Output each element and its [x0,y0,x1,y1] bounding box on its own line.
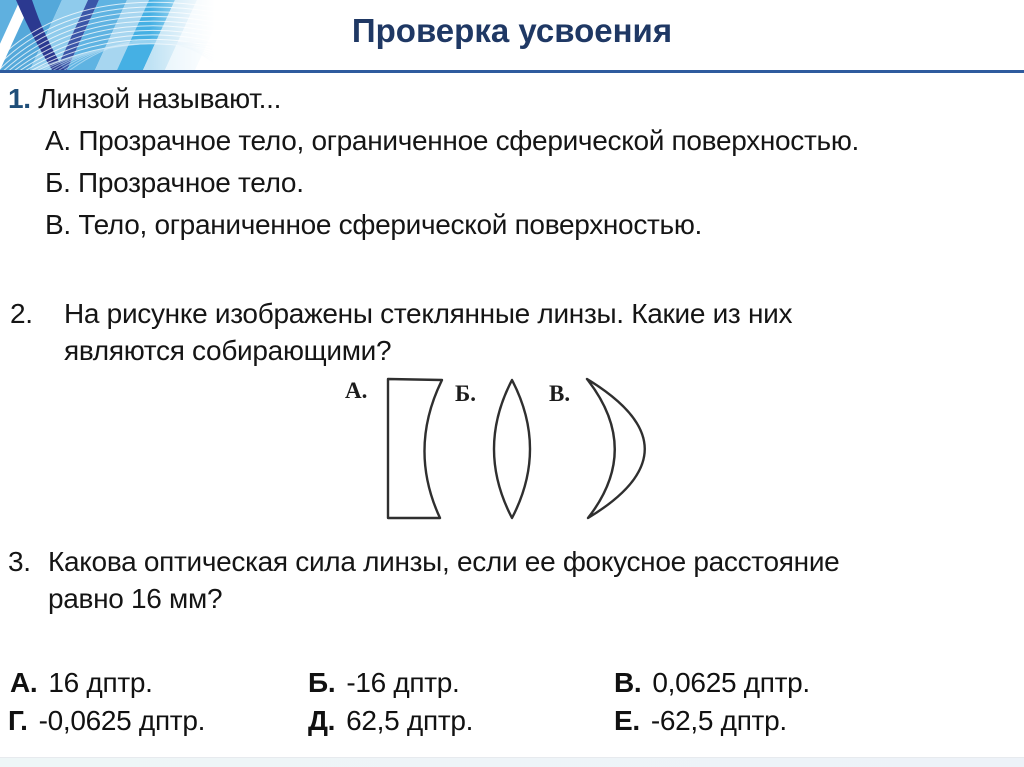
header [0,0,1024,70]
header-divider [0,70,1024,73]
lens-b-biconvex-shape [494,380,530,518]
lens-v-label: В. [549,381,571,406]
page-title: Проверка усвоения [351,12,673,49]
answer-e-letter: Е. [614,705,640,736]
answer-e-value: -62,5 дптр. [650,705,787,736]
answer-b-letter: Б. [308,667,336,698]
question-1-option-a: А. Прозрачное тело, ограниченное сферической поверхностью. [45,125,860,156]
lens-v-meniscus-shape [587,379,645,518]
question-2-number: 2. [10,298,33,329]
answer-v [614,666,810,700]
question-1-option-v: В. Тело, ограниченное сферической поверхностью. [45,209,703,240]
answer-d-letter: Д. [308,705,336,736]
question-2-line1: На рисунке изображены стеклянные линзы. Какие из них [64,298,793,329]
question-1 [8,82,281,116]
question-1-number: 1. [8,83,31,114]
question-3-line2: равно 16 мм? [48,583,223,614]
answer-v-value: 0,0625 дптр. [652,667,810,698]
lens-diagram [336,368,670,528]
bottom-strip [0,757,1024,767]
question-3-line1: Какова оптическая сила линзы, если ее фокусное расстояние [48,546,840,577]
answer-b-value: -16 дптр. [346,667,460,698]
answer-a-value: 16 дптр. [48,667,153,698]
lens-b-label: Б. [455,381,476,406]
answer-g [8,704,205,738]
question-1-text: Линзой называют... [38,83,282,114]
answer-a-letter: А. [10,667,38,698]
lens-a-label: А. [345,378,368,403]
answer-d [308,704,473,738]
answer-a [10,666,153,700]
answer-e [614,704,787,738]
question-3-number: 3. [8,546,31,577]
answer-g-letter: Г. [8,705,28,736]
question-1-option-b: Б. Прозрачное тело. [45,167,304,198]
answer-b [308,666,460,700]
lens-a-plano-concave-shape [388,379,442,518]
answer-v-letter: В. [614,667,642,698]
question-2-line2: являются собирающими? [64,335,392,366]
answer-g-value: -0,0625 дптр. [38,705,206,736]
answer-d-value: 62,5 дптр. [346,705,474,736]
